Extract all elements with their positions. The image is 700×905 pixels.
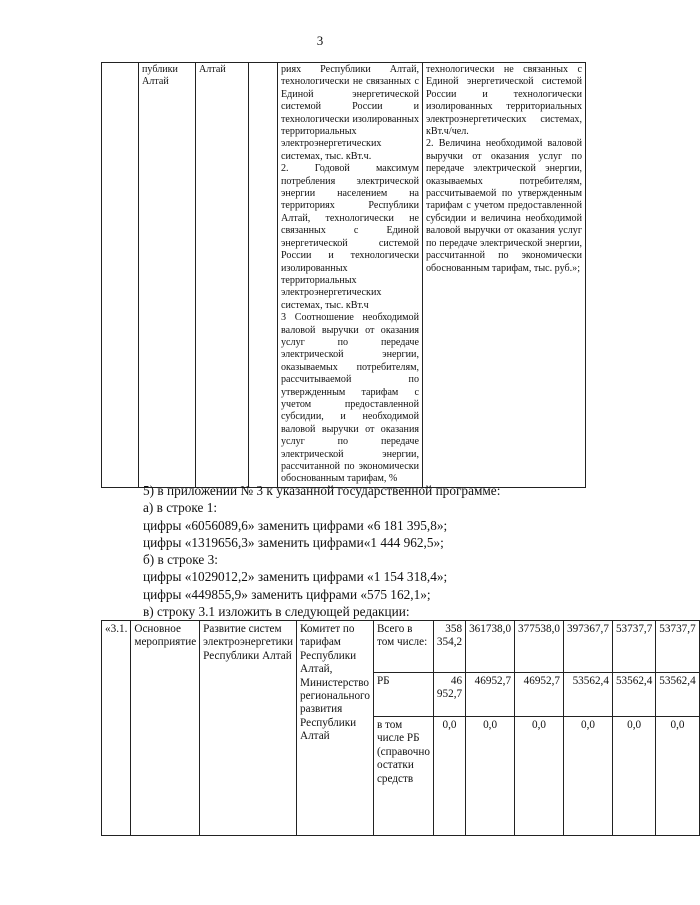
table-cell-results [423,63,586,488]
measure-type: Основное мероприятие [131,621,200,836]
funding-label: Всего в том числе: [373,621,433,673]
funding-label: в том числе РБ (справочно остатки средств [373,717,433,836]
value-cell: 0,0 [612,717,655,836]
table-cell-subject: публики Алтай [139,63,196,488]
value-cell: 46 952,7 [433,673,465,717]
funding-label: РБ [373,673,433,717]
value-cell: 0,0 [563,717,612,836]
value-cell: 0,0 [433,717,465,836]
value-cell: 53562,4 [563,673,612,717]
value-cell: 358 354,2 [433,621,465,673]
value-cell: 46952,7 [466,673,515,717]
text-line: б) в строке 3: [143,552,218,568]
value-cell: 53737,7 [656,621,699,673]
table-row [102,621,700,673]
amendment-text [143,482,573,620]
text-line: цифры «1029012,2» заменить цифрами «1 154 318,4»; [143,569,448,585]
text-line: 5) в приложении № 3 к указанной государственной программе: [143,483,501,498]
text-line: а) в строке 1: [143,500,218,516]
text-line: цифры «449855,9» заменить цифрами «575 162,1»; [143,586,431,602]
value-cell: 53737,7 [612,621,655,673]
indicator-text: риях Республики Алтай, технологически не связанных с Единой энергетической системой России и технологически изолированных территориальных электроэнергетических системах, тыс. кВт.ч. [281,64,419,162]
table-cell-empty [102,63,139,488]
value-cell: 397367,7 [563,621,612,673]
indicator-text: 2. Годовой максимум потребления электрической энергии населением на территориях Республики Алтай, технологически не связанных с Единой энергетической системой России и технологически изолированных территориальных электроэнергетических системах, тыс. кВт.ч [281,163,419,311]
text-line: цифры «1319656,3» заменить цифрами«1 444 962,5»; [143,534,444,550]
value-cell: 0,0 [466,717,515,836]
table-cell-indicators [278,63,423,488]
table-cell-blank [249,63,278,488]
value-cell: 53562,4 [612,673,655,717]
value-cell: 0,0 [515,717,564,836]
text-line: в) строку 3.1 изложить в следующей редакции: [143,604,410,620]
measure-name: Развитие систем электроэнергетики Республики Алтай [200,621,297,836]
table-row [102,63,586,488]
value-cell: 53562,4 [656,673,699,717]
result-text: технологически не связанных с Единой энергетической системой России и технологически изолированных территориальных электроэнергетических системах, кВт.ч/чел. [426,64,582,138]
result-text: 2. Величина необходимой валовой выручки от оказания услуг по передаче электрической энергии, оказываемых потребителям, рассчитываемой по утвержденным тарифам с учетом предоставленной субсидии и величина необходимой валовой выручки от оказания услуг по передаче электрической энергии, рассчитанной по экономически обоснованным тарифам, тыс. руб.»; [426,138,582,274]
indicator-text: 3 Соотношение необходимой валовой выручки от оказания услуг по передаче электрической энергии, оказываемых потребителям, рассчитываемой по утвержденным тарифам с учетом предоставленной субсидии, и необходимой валовой выручки от оказания услуг по передаче электрической энергии, рассчитанной по экономически обоснованным тарифам, % [281,312,419,485]
value-cell: 46952,7 [515,673,564,717]
table-cell-region: Алтай [196,63,249,488]
financing-table [101,620,700,836]
value-cell: 361738,0 [466,621,515,673]
page-number: 3 [316,33,324,48]
executor: Комитет по тарифам Республики Алтай, Министерство регионального развития Республики Алтай [297,621,374,836]
value-cell: 0,0 [656,717,699,836]
row-number: «3.1. [102,621,131,836]
value-cell: 377538,0 [515,621,564,673]
indicators-table [101,62,586,488]
text-line: цифры «6056089,6» заменить цифрами «6 181 395,8»; [143,517,448,533]
